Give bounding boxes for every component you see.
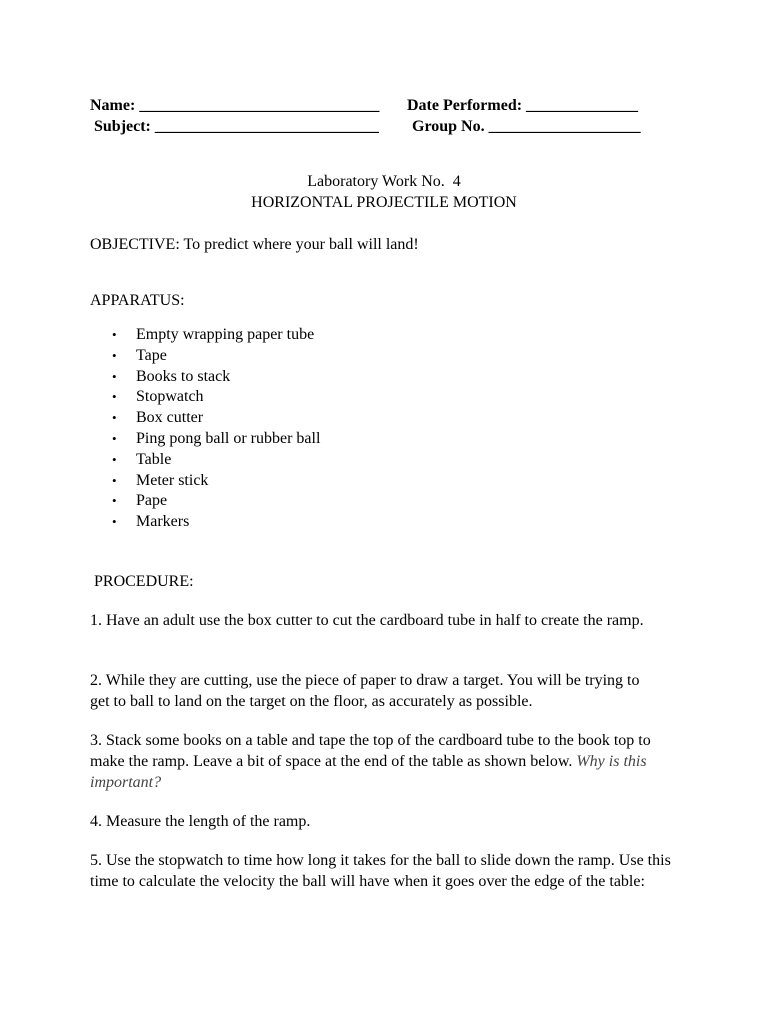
apparatus-heading: APPARATUS: — [90, 292, 185, 309]
procedure-heading: PROCEDURE: — [90, 573, 194, 590]
group-field-row — [412, 116, 641, 137]
procedure-step-1: 1. Have an adult use the box cutter to cut the cardboard tube in half to create the ramp. — [90, 612, 644, 629]
date-field-row — [407, 95, 638, 116]
group-no-label: Group No. — [412, 118, 485, 135]
procedure-step-4: 4. Measure the length of the ramp. — [90, 813, 311, 830]
list-item: • Stopwatch — [112, 387, 320, 408]
date-performed-blank: ______________ — [526, 97, 639, 114]
procedure-step-3-question: Why is this important? — [90, 753, 647, 791]
procedure-step-3 — [90, 730, 670, 793]
procedure-step-2: 2. While they are cutting, use the piece of paper to draw a target. You will be trying to get to ball to land on the target on the floor, as accurately as possible. — [90, 672, 640, 710]
procedure-step-5: 5. Use the stopwatch to time how long it takes for the ball to slide down the ramp. Use this time to calculate the velocity the ball will have when it goes over the edge of the table: — [90, 852, 671, 890]
name-blank: ______________________________ — [139, 97, 380, 114]
list-item: • Empty wrapping paper tube — [112, 325, 320, 346]
name-field-row — [90, 95, 379, 116]
subject-field-row — [94, 116, 379, 137]
name-label: Name: — [90, 97, 136, 114]
date-performed-label: Date Performed: — [407, 97, 523, 114]
lab-work-number: Laboratory Work No. 4 — [307, 173, 461, 190]
list-item: • Table — [112, 450, 320, 471]
list-item: • Pape — [112, 491, 320, 512]
list-item: • Tape — [112, 346, 320, 367]
lab-title: HORIZONTAL PROJECTILE MOTION — [251, 194, 517, 211]
objective-text: OBJECTIVE: To predict where your ball will land! — [90, 236, 419, 253]
list-item: • Ping pong ball or rubber ball — [112, 429, 320, 450]
list-item: • Markers — [112, 512, 320, 533]
apparatus-list — [112, 325, 320, 533]
group-no-blank: ___________________ — [488, 118, 641, 135]
list-item: • Books to stack — [112, 367, 320, 388]
procedure-step-3-text: 3. Stack some books on a table and tape the top of the cardboard tube to the book top to make the ramp. Leave a bit of space at the end of the table as shown below. — [90, 732, 651, 770]
list-item: • Box cutter — [112, 408, 320, 429]
subject-blank: ____________________________ — [154, 118, 379, 135]
subject-label: Subject: — [94, 118, 151, 135]
list-item: • Meter stick — [112, 471, 320, 492]
